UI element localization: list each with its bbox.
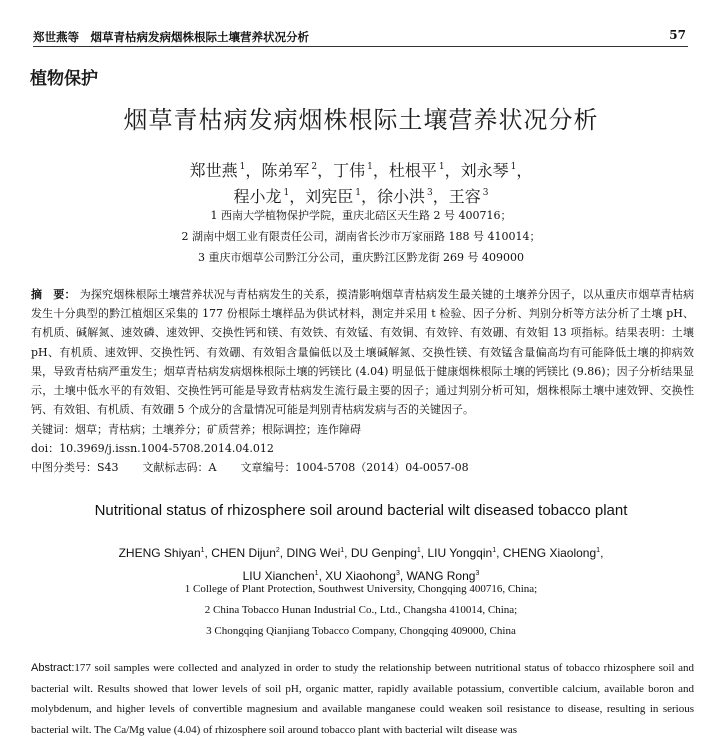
author <box>211 546 280 560</box>
author-name: 刘宪臣 <box>305 187 354 206</box>
author-name: CHEN Dijun <box>211 546 276 560</box>
article-no-value: 1004-5708（2014）04-0057-08 <box>295 461 469 474</box>
affiliations <box>0 205 722 268</box>
keywords-text: 烟草；青枯病；土壤养分；矿质营养；根际调控；连作障碍 <box>75 423 361 436</box>
author-affiliation-mark: 1 <box>510 162 517 172</box>
author <box>503 546 600 560</box>
author-affiliation-mark: 1 <box>283 188 290 198</box>
doc-code-label: 文献标志码： <box>142 461 209 474</box>
author <box>333 161 373 180</box>
author-affiliation-mark: 1 <box>355 188 361 198</box>
doi-label: doi： <box>31 442 60 455</box>
author <box>389 161 445 180</box>
author-affiliation-mark: 3 <box>475 569 480 577</box>
english-affiliations <box>0 579 722 642</box>
author-affiliation-mark: 1 <box>492 547 497 554</box>
english-author-list: ZHENG Shiyan$^1$, CHEN Dijun$^2$, DING Wei$^1$, DU Genping$^1$, LIU Yongqin$^1$, CHENG Xiaolong$^1$, LIU Xianchen$^1$, XU Xiaohong$^3$, WANG Rong$^3$ <box>118 546 604 583</box>
paper-title: 烟草青枯病发病烟株根际土壤营养状况分析 <box>123 106 599 134</box>
doc-code-value: A <box>208 461 217 474</box>
author <box>449 187 489 206</box>
author-name: XU Xiaohong <box>325 568 396 583</box>
affiliation: 3 重庆市烟草公司黔江分公司，重庆黔江区黔龙街 269 号 409000 <box>198 251 524 264</box>
author-name: ZHENG Shiyan <box>118 546 201 560</box>
author <box>351 546 421 560</box>
affiliation-en: 1 College of Plant Protection, Southwest University, Chongqing 400716, China; <box>184 583 538 595</box>
author-affiliation-mark: 1 <box>367 162 373 172</box>
keywords-cn <box>31 420 694 439</box>
author-name: 陈弟军 <box>261 161 310 180</box>
author <box>461 161 517 180</box>
author <box>305 187 361 206</box>
affiliation-en: 2 China Tobacco Hunan Industrial Co., Ltd., Changsha 410014, China; <box>204 604 518 616</box>
author <box>286 546 344 560</box>
author-name: 丁伟 <box>333 161 366 180</box>
author-name: 王容 <box>448 187 481 206</box>
author-name: DU Genping <box>350 546 417 560</box>
abstract-en <box>31 658 694 740</box>
author <box>377 187 433 206</box>
author <box>190 161 246 180</box>
author-affiliation-mark: 1 <box>416 547 421 554</box>
doi <box>31 439 694 458</box>
author-affiliation-mark: 3 <box>482 188 489 198</box>
affiliation: 1 西南大学植物保护学院，重庆北碚区天生路 2 号 400716； <box>210 209 512 222</box>
author-affiliation-mark: 1 <box>438 162 445 172</box>
author-name: LIU Yongqin <box>427 546 493 560</box>
author <box>427 546 496 560</box>
running-header <box>33 24 688 47</box>
author-name: 杜根平 <box>388 161 437 180</box>
author-name: DING Wei <box>286 546 341 560</box>
author-affiliation-mark: 1 <box>340 547 345 554</box>
author <box>233 187 289 206</box>
abstract-en-label: Abstract: <box>31 662 75 674</box>
author-name: 徐小洪 <box>377 187 426 206</box>
article-no-label: 文章编号： <box>240 461 296 474</box>
clc-value: S43 <box>97 461 119 474</box>
page-number: 57 <box>669 28 686 42</box>
abstract-en-text: 177 soil samples were collected and analyzed in order to study the relationship between nutritional status of tobacco rhizosphere soil and bacterial wilt. Results showed that lower levels of soil pH, organic matter, rapidly available potassium, convertible calcium, available boron and molybdenum, and higher levels of convertible magnesium and available manganese could weaken soil resistance to disease, resulting in serious bacterial wilt. The Ca/Mg value (4.04) of rhizosphere soil around tobacco plant with bacterial wilt disease was <box>31 662 694 736</box>
author-name: CHENG Xiaolong <box>502 546 597 560</box>
author-affiliation-mark: 1 <box>239 162 246 172</box>
author-name: 郑世燕 <box>189 161 238 180</box>
author-affiliation-mark: 3 <box>395 569 400 577</box>
clc-label: 中图分类号： <box>31 461 97 474</box>
keywords-label: 关键词： <box>31 423 75 436</box>
author-affiliation-mark: 2 <box>275 547 280 554</box>
running-title: 郑世燕等 烟草青枯病发病烟株根际土壤营养状况分析 <box>33 30 309 44</box>
author-name: WANG Rong <box>406 568 476 583</box>
author <box>119 546 205 560</box>
author-affiliation-mark: 1 <box>200 547 205 554</box>
author-affiliation-mark: 1 <box>596 547 601 554</box>
abstract-text: 为探究烟株根际土壤营养状况与青枯病发生的关系，摸清影响烟草青枯病发生最关键的土壤养分因子，以从重庆市烟草青枯病发生十分典型的黔江植烟区采集的 177 份根际土壤样品为供试材料，测定并采用 t 检验、因子分析、判别分析等方法分析了土壤 pH、有机质、碱解氮、速效磷、速效钾、交换性钙和镁、有效铁、有效锰、有效铜、有效锌、有效硼、有效钼 13 项指标。结果表明：土壤 pH、有机质、速效钾、交换性钙、有效硼、有效钼含量偏低以及土壤碱解氮、交换性镁、有效锰含量偏高均有可能降低土壤的抑病效果，导致青枯病严重发生；烟草青枯病发病烟株根际土壤的钙镁比 (4.04) 明显低于健康烟株根际土壤的钙镁比 (9.86)；因子分析结果显示，土壤中低水平的有效钼、交换性钙可能是导致青枯病发生流行最主要的因子；通过判别分析可知，烟株根际土壤中速效钾、交换性钙、有效钼、有机质、有效硼 5 个成分的含量情况可能是判别青枯病发病与否的关键因子。 <box>31 288 695 417</box>
author-affiliation-mark: 3 <box>427 188 433 198</box>
author-name: 刘永琴 <box>460 161 509 180</box>
author <box>261 161 317 180</box>
english-title: Nutritional status of rhizosphere soil around bacterial wilt diseased tobacco plant <box>94 502 628 519</box>
affiliation-en: 3 Chongqing Qianjiang Tobacco Company, Chongqing 409000, China <box>206 625 516 637</box>
doi-value: 10.3969/j.issn.1004-5708.2014.04.012 <box>59 442 274 455</box>
abstract-cn <box>31 285 694 419</box>
affiliation: 2 湖南中烟工业有限责任公司，湖南省长沙市万家丽路 188 号 410014； <box>181 230 541 243</box>
author-name: LIU Xianchen <box>242 568 315 583</box>
author-name: 程小龙 <box>233 187 282 206</box>
author-affiliation-mark: 1 <box>314 569 319 577</box>
section-label: 植物保护 <box>30 69 98 89</box>
author-list: 郑世燕 $^1$，陈弟军 $^2$，丁伟 $^1$，杜根平 $^1$，刘永琴 $^1$， 程小龙 $^1$，刘宪臣 $^1$，徐小洪 $^3$，王容 $^3$ <box>189 161 533 206</box>
abstract-label: 摘 要： <box>31 288 76 301</box>
author-affiliation-mark: 2 <box>311 162 318 172</box>
classification-line <box>31 458 694 477</box>
